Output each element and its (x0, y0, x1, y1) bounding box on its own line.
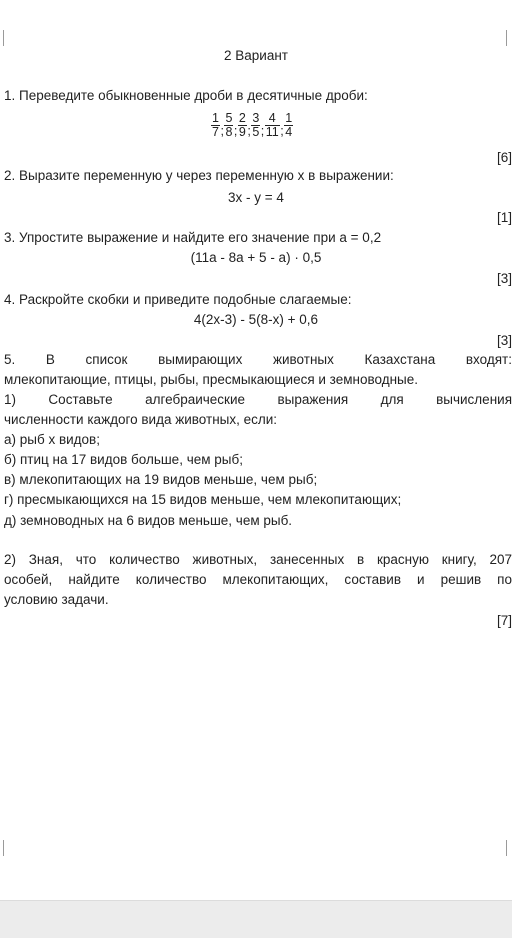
fraction-numerator: 1 (285, 111, 293, 125)
question-3-expression: (11а - 8а + 5 - а) · 0,5 (190, 250, 322, 265)
bottom-bar (0, 900, 512, 938)
question-5-part-2-line-2: особей, найдите количество млекопитающих, составив и решив по (4, 572, 512, 587)
fraction-separator: ; (220, 124, 224, 138)
question-2-score: [1] (496, 210, 512, 225)
question-5-line-4: численности каждого вида животных, если: (4, 412, 278, 427)
fraction-numerator: 2 (238, 111, 246, 125)
question-5-line-1: 5. В список вымирающих животных Казахстана входят: (4, 352, 512, 367)
question-4-text: 4. Раскройте скобки и приведите подобные слагаемые: (4, 292, 352, 307)
page-corner-mark (3, 30, 4, 46)
fraction-separator: ; (247, 124, 251, 138)
fraction-numerator: 4 (268, 111, 276, 125)
question-2-expression: 3х - у = 4 (228, 190, 284, 205)
fraction-denominator: 7 (212, 125, 219, 139)
question-5-part-2-line-1: 2) Зная, что количество животных, занесенных в красную книгу, 207 (4, 552, 512, 567)
fraction (224, 112, 233, 139)
fraction (238, 112, 247, 139)
fraction (265, 112, 280, 139)
question-5-item-a: а) рыб х видов; (4, 432, 100, 447)
fraction-separator: ; (260, 124, 265, 138)
question-5-item-d: г) пресмыкающихся на 15 видов меньше, чем млекопитающих; (4, 492, 402, 507)
fraction-numerator: 1 (212, 111, 219, 125)
fraction-separator: ; (233, 124, 238, 138)
question-5-item-c: в) млекопитающих на 19 видов меньше, чем рыб; (4, 472, 318, 487)
fraction (284, 112, 293, 139)
fraction-denominator: 9 (238, 125, 246, 139)
question-4-score: [3] (496, 333, 512, 348)
page-title: 2 Вариант (224, 48, 288, 63)
question-5-line-2: млекопитающие, птицы, рыбы, пресмыкающиеся и земноводные. (4, 372, 418, 387)
fraction-separator: ; (280, 124, 284, 138)
question-2-text: 2. Выразите переменную у через переменную х в выражении: (4, 168, 394, 183)
question-4-expression: 4(2х-3) - 5(8-х) + 0,6 (193, 312, 319, 327)
fraction (251, 112, 260, 139)
question-5-line-3: 1) Составьте алгебраические выражения для вычисления (4, 392, 512, 407)
fraction-denominator: 11 (265, 125, 279, 139)
fraction-denominator: 5 (252, 125, 260, 139)
fraction (211, 112, 220, 139)
question-3-text: 3. Упростите выражение и найдите его значение при а = 0,2 (4, 230, 382, 245)
question-1-score: [6] (496, 150, 512, 165)
fraction-numerator: 3 (252, 111, 260, 125)
fraction-denominator: 8 (225, 125, 233, 139)
page-corner-mark (3, 840, 4, 856)
page-corner-mark (506, 30, 507, 46)
question-3-score: [3] (496, 271, 512, 286)
fraction-numerator: 5 (225, 111, 233, 125)
fractions-list (211, 112, 293, 139)
fraction-denominator: 4 (285, 125, 293, 139)
question-5-part-2-line-3: условию задачи. (4, 592, 109, 607)
question-5-score: [7] (496, 613, 512, 628)
question-5-item-b: б) птиц на 17 видов больше, чем рыб; (4, 452, 243, 467)
question-5-item-e: д) земноводных на 6 видов меньше, чем рыб. (4, 513, 293, 528)
question-1-text: 1. Переведите обыкновенные дроби в десятичные дроби: (4, 88, 368, 103)
page-corner-mark (506, 840, 507, 856)
